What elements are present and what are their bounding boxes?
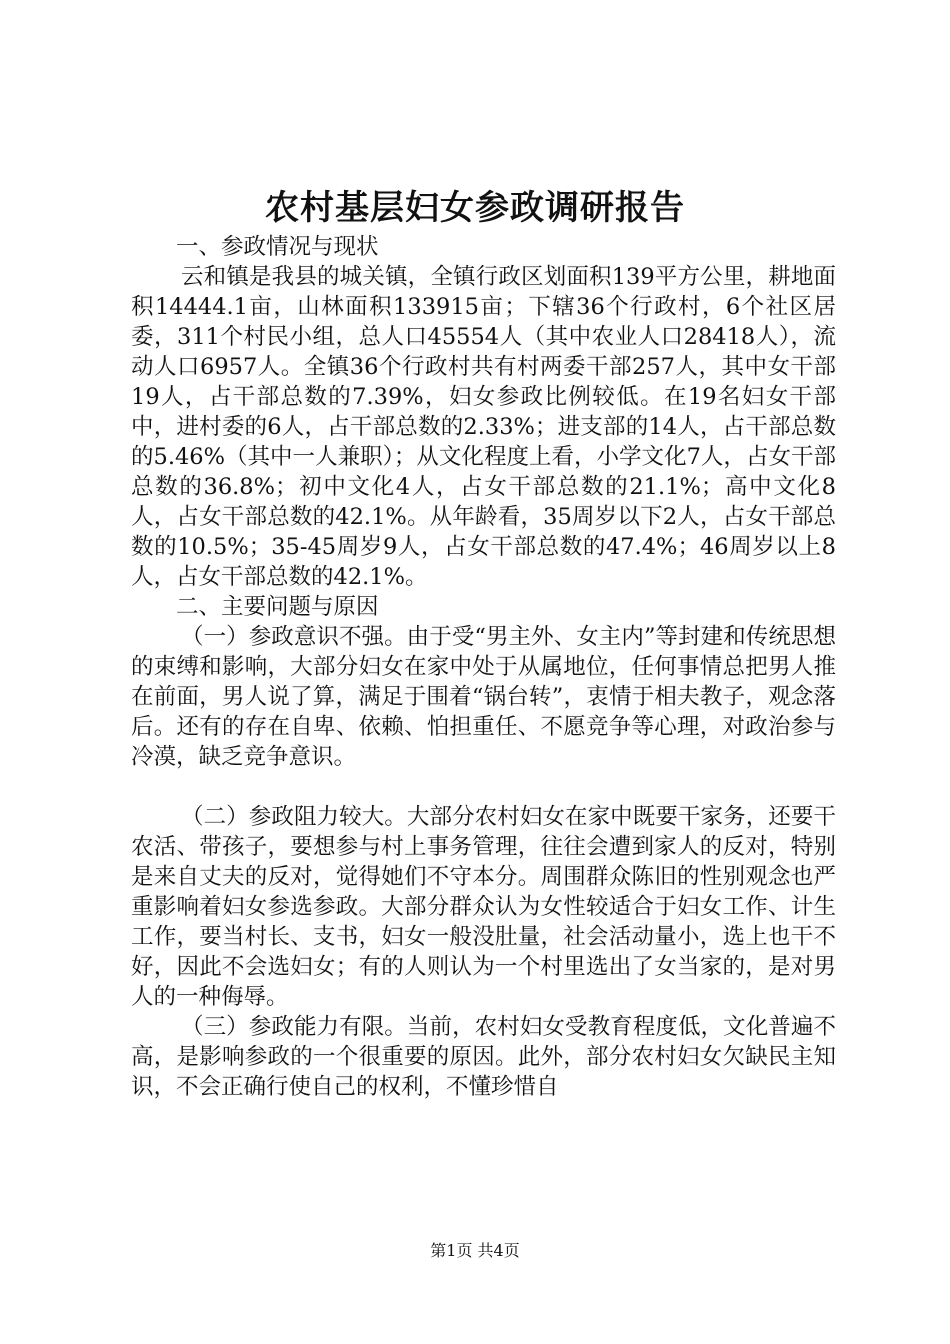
body-paragraph: （三）参政能力有限。当前，农村妇女受教育程度低，文化普遍不高，是影响参政的一个很重要的原因。此外，部分农村妇女欠缺民主知识，不会正确行使自己的权利，不懂珍惜自 [131, 1014, 836, 1100]
document-title: 农村基层妇女参政调研报告 [265, 188, 685, 228]
page-footer: 第1页 共4页 [430, 1241, 520, 1260]
body-paragraph: （二）参政阻力较大。大部分农村妇女在家中既要干家务，还要干农活、带孩子，要想参与村上事务管理，往往会遭到家人的反对，特别是来自丈夫的反对，觉得她们不守本分。周围群众陈旧的性别观念也严重影响着妇女参选参政。大部分群众认为女性较适合于妇女工作、计生工作，要当村长、支书，妇女一般没肚量，社会活动量小，选上也干不好，因此不会选妇女；有的人则认为一个村里选出了女当家的，是对男人的一种侮辱。 [131, 804, 836, 1010]
body-paragraph: 云和镇是我县的城关镇，全镇行政区划面积139平方公里，耕地面积14444.1亩，山林面积133915亩；下辖36个行政村，6个社区居委，311个村民小组，总人口45554人（其中农业人口28418人），流动人口6957人。全镇36个行政村共有村两委干部257人，其中女干部19人，占干部总数的7.39%，妇女参政比例较低。在19名妇女干部中，进村委的6人，占干部总数的2.33%；进支部的14人，占干部总数的5.46%（其中一人兼职）；从文化程度上看，小学文化7人，占女干部总数的36.8%；初中文化4人，占女干部总数的21.1%；高中文化8人，占女干部总数的42.1%。从年龄看，35周岁以下2人，占女干部总数的10.5%；35-45周岁9人，占女干部总数的47.4%；46周岁以上8人，占女干部总数的42.1%。 [131, 264, 836, 590]
paragraph-spacer [131, 772, 836, 802]
body-paragraph: （一）参政意识不强。由于受“男主外、女主内”等封建和传统思想的束缚和影响，大部分妇女在家中处于从属地位，任何事情总把男人推在前面，男人说了算，满足于围着“锅台转”，衷情于相夫教子，观念落后。还有的存在自卑、依赖、怕担重任、不愿竞争等心理，对政治参与冷漠，缺乏竞争意识。 [131, 624, 836, 770]
document-body [131, 232, 836, 1102]
section-heading: 一、参政情况与现状 [176, 234, 379, 260]
section-heading: 二、主要问题与原因 [176, 594, 379, 620]
